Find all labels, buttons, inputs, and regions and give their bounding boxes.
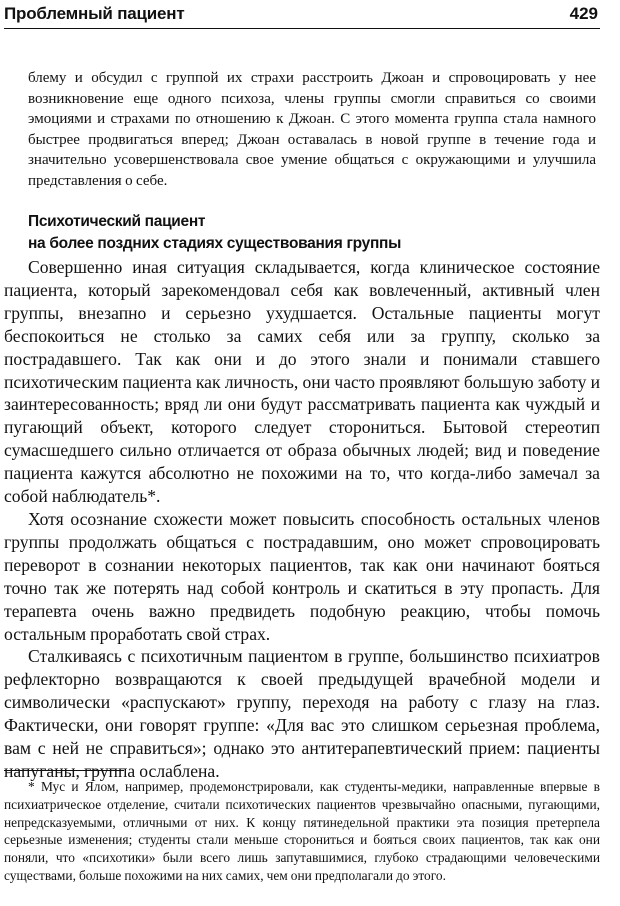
- paragraph: Хотя осознание схожести может повысить способность остальных членов группы продолжать общаться с пострадавшим, оно может спровоцировать переворот в сознании некоторых пациентов, так как они начинают бояться точно так же потерять над собой контроль и скатиться в эту пропасть. Для терапевта очень важно предвидеть подобную реакцию, чтобы помочь остальным проработать свой страх.: [4, 508, 600, 644]
- section-heading-line: на более поздних стадиях существования группы: [28, 235, 402, 252]
- continued-paragraph: [28, 68, 596, 191]
- footnote: [4, 778, 600, 885]
- section-body: [4, 256, 600, 783]
- section-heading: [28, 211, 588, 255]
- footnote-text: * Мус и Ялом, например, продемонстрировали, как студенты-медики, направленные впервые в психиатрическое отделение, считали психотических пациентов чрезвычайно опасными, пугающими, непредсказуемыми, отличными от них. К концу пятинедельной практики эта позиция претерпела серьезные изменения; студенты стали меньше сторониться и бояться своих пациентов, так как они поняли, что «психотики» были всего лишь запутавшимися, глубоко страдающими человеческими существами, больше похожими на них самих, чем они предполагали до этого.: [4, 779, 600, 883]
- running-title: Проблемный пациент: [4, 4, 185, 23]
- footnote-rule: [4, 770, 124, 771]
- paragraph: Совершенно иная ситуация складывается, когда клиническое состояние пациента, который зарекомендовал себя как вовлеченный, активный член группы, внезапно и серьезно ухудшается. Остальные пациенты могут беспокоиться не столько за самих себя или за группу, сколько за пострадавшего. Так как они и до этого знали и понимали ставшего психотическим пациента как личность, они часто проявляют большую заботу и заинтересованность; вряд ли они будут рассматривать пациента как чуждый и пугающий объект, которого следует сторониться. Бытовой стереотип сумасшедшего сильно отличается от образа обычных людей; вид и поведение пациента кажутся абсолютно не похожими на то, что когда-либо замечал за собой наблюдатель*.: [4, 257, 600, 507]
- section-heading-line: Психотический пациент: [28, 213, 206, 230]
- page-number: 429: [569, 4, 598, 23]
- paragraph: блему и обсудил с группой их страхи расстроить Джоан и спровоцировать у нее возникновение еще одного психоза, члены группы смогли справиться со своими эмоциями и страхами по отношению к Джоан. С этого момента группа стала намного быстрее продвигаться вперед; Джоан оставалась в новой группе в течение года и значительно усовершенствовала свое умение общаться с окружающими и улучшила представления о себе.: [28, 70, 596, 189]
- running-head: [4, 4, 600, 26]
- paragraph: Сталкиваясь с психотичным пациентом в группе, большинство психиатров рефлекторно возвращаются к своей предыдущей врачебной модели и символически «распускают» группу, переходя на работу с глазу на глаз. Фактически, они говорят группе: «Для вас это слишком серьезная проблема, вам с ней не справиться»; однако это антитерапевтический прием: пациенты напуганы, группа ослаблена.: [4, 646, 600, 781]
- header-rule: [4, 28, 600, 29]
